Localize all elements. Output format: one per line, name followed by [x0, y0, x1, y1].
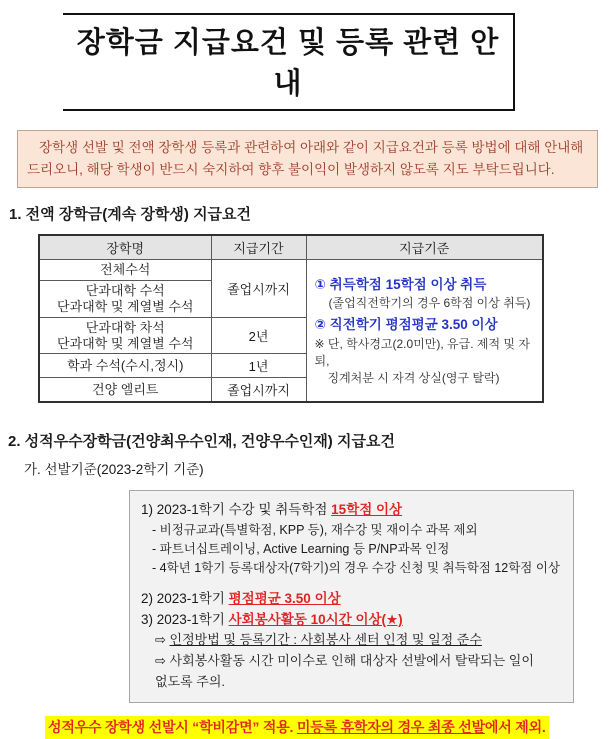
selection-criteria-box: [129, 490, 574, 702]
criteria-sub-item: - 파트너십트레이닝, Active Learning 등 P/NP과목 인정: [152, 542, 450, 557]
notice-page: [0, 13, 611, 739]
scholarship-name-cell: 전체수석: [39, 260, 211, 281]
scholarship-name-cell: 단과대학 수석 단과대학 및 계열별 수석: [39, 281, 211, 318]
scholarship-table: [38, 234, 544, 403]
payment-period-cell: 졸업시까지: [211, 260, 306, 318]
criteria-sub-item: - 비정규교과(특별학점, KPP 등), 재수강 및 재이수 과목 제외: [152, 522, 478, 537]
section2-heading: 2. 성적우수장학금(건양최우수인재, 건양우수인재) 지급요건: [8, 433, 395, 451]
scholarship-name-cell: 건양 엘리트: [39, 378, 211, 403]
footer-highlight-notice: 성적우수 장학생 선발시 “학비감면” 적용. 미등록 휴학자의 경우 최종 선발에서 제외.: [45, 716, 549, 739]
intro-banner: [17, 130, 598, 188]
volunteer-note-caution: ⇨ 사회봉사활동 시간 미이수로 인해 대상자 선발에서 탈락되는 일이 없도록 주의.: [155, 653, 534, 689]
page-title: 장학금 지급요건 및 등록 관련 안내: [63, 13, 515, 111]
table-header-row: [39, 235, 543, 260]
criteria-item-gpa: 2) 2023-1학기 평점평균 3.50 이상: [141, 590, 341, 606]
table-row: [39, 260, 543, 281]
criteria-caution-line-1: ※ 단, 학사경고(2.0미만), 유급. 제적 및 자퇴,: [314, 337, 530, 368]
criteria-item-1-note: (졸업직전학기의 경우 6학점 이상 취득): [328, 295, 531, 310]
col-header-payment-criteria: 지급기준: [306, 235, 543, 260]
footer-underlined-text: 미등록 휴학자의 경우 최종 선발: [296, 718, 485, 735]
scholarship-name-cell: 단과대학 차석 단과대학 및 계열별 수석: [39, 317, 211, 354]
payment-period-cell: 1년: [211, 354, 306, 378]
credits-requirement-highlight: 15학점 이상: [331, 502, 403, 518]
arrow-icon: ⇨: [155, 653, 166, 669]
criteria-item-volunteer: 3) 2023-1학기 사회봉사활동 10시간 이상(★): [141, 612, 403, 628]
section1-heading: 1. 전액 장학금(계속 장학생) 지급요건: [9, 206, 252, 224]
spacer: [141, 579, 563, 588]
criteria-item-credits: 1) 2023-1학기 수강 및 취득학점 15학점 이상: [141, 502, 403, 518]
payment-criteria-cell: [306, 260, 543, 403]
col-header-scholarship-name: 장학명: [39, 235, 211, 260]
intro-text: 장학생 선발 및 전액 장학생 등록과 관련하여 아래와 같이 지급요건과 등록 방법에 대해 안내해 드리오니, 해당 학생이 반드시 숙지하여 향후 불이익이 발생하지 않도록 지도 부탁드립니다.: [27, 140, 584, 177]
criteria-item-1: ① 취득학점 15학점 이상 취득: [314, 277, 487, 293]
col-header-payment-period: 지급기간: [211, 235, 306, 260]
payment-period-cell: 2년: [211, 317, 306, 354]
gpa-requirement-highlight: 평점평균 3.50 이상: [228, 590, 341, 606]
arrow-icon: ⇨: [155, 632, 166, 648]
volunteer-requirement-highlight: 사회봉사활동 10시간 이상(★): [228, 612, 403, 628]
criteria-sub-item: - 4학년 1학기 등록대상자(7학기)의 경우 수강 신청 및 취득학점 12학점 이상: [152, 561, 561, 576]
section2-subheading: 가. 선발기준(2023-2학기 기준): [24, 462, 204, 478]
payment-period-cell: 졸업시까지: [211, 378, 306, 403]
criteria-item-2: ② 직전학기 평점평균 3.50 이상: [314, 316, 498, 332]
criteria-caution-line-2: 징계처분 시 자격 상실(영구 탈락): [327, 370, 500, 385]
scholarship-name-cell: 학과 수석(수시,정시): [39, 354, 211, 378]
volunteer-note-registration: ⇨ 인정방법 및 등록기간 : 사회봉사 센터 인정 및 일정 준수: [155, 632, 482, 648]
